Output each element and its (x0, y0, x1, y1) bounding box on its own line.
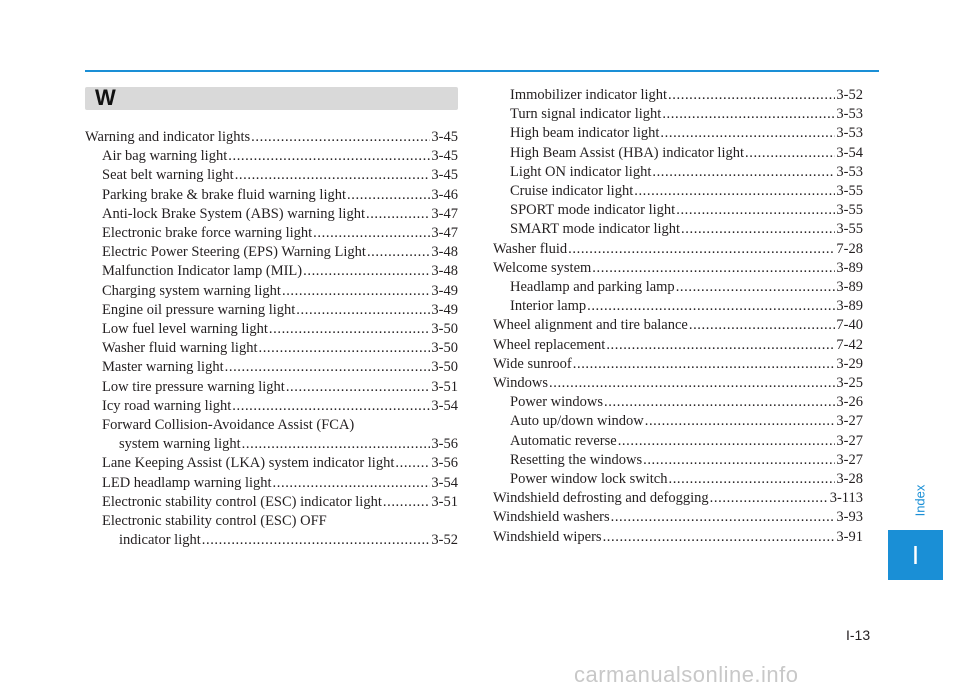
index-entry-text: Washer fluid (493, 240, 568, 257)
dot-leader (282, 282, 430, 301)
index-entry (85, 358, 458, 377)
index-entry-page: 3-46 (431, 186, 458, 203)
dot-leader (258, 339, 430, 358)
index-entry (493, 105, 863, 124)
index-entry (85, 397, 458, 416)
index-entry-text: Interior lamp (510, 298, 587, 315)
index-entry (493, 182, 863, 201)
dot-leader (549, 374, 835, 393)
index-column-left (85, 128, 458, 550)
index-entry-text: Power window lock switch (510, 471, 668, 488)
dot-leader (347, 186, 430, 205)
index-entry (85, 339, 458, 358)
index-entry (85, 301, 458, 320)
index-entry-page: 3-48 (431, 244, 458, 261)
top-rule (85, 70, 879, 72)
index-entry (493, 201, 863, 220)
index-entry (493, 316, 863, 335)
index-entry (85, 320, 458, 339)
dot-leader (618, 432, 836, 451)
index-entry-page: 3-25 (836, 375, 863, 392)
index-entry-text: Welcome system (493, 259, 592, 276)
index-entry (85, 435, 458, 454)
index-entry-page: 3-55 (836, 221, 863, 238)
index-entry-page: 3-54 (836, 144, 863, 161)
index-entry-text: Windshield washers (493, 509, 610, 526)
dot-leader (251, 128, 430, 147)
index-entry-page: 3-27 (836, 451, 863, 468)
dot-leader (710, 489, 829, 508)
index-entry-text: Low fuel level warning light (102, 321, 268, 338)
index-entry (85, 224, 458, 243)
section-letter: W (95, 85, 116, 110)
dot-leader (611, 508, 836, 527)
index-entry-text: Low tire pressure warning light (102, 378, 285, 395)
page-number: I-13 (846, 627, 871, 643)
index-entry-page: 3-89 (836, 259, 863, 276)
index-entry (85, 128, 458, 147)
dot-leader (286, 378, 431, 397)
index-entry-page: 3-52 (431, 532, 458, 549)
index-entry-page: 3-50 (431, 359, 458, 376)
dot-leader (606, 336, 835, 355)
index-entry-page: 3-113 (829, 490, 863, 507)
index-entry (493, 259, 863, 278)
index-entry-page: 3-29 (836, 355, 863, 372)
index-entry (493, 144, 863, 163)
dot-leader (568, 240, 835, 259)
index-entry (493, 86, 863, 105)
index-entry (85, 205, 458, 224)
index-entry-page: 7-40 (836, 317, 863, 334)
index-entry (85, 147, 458, 166)
index-entry (85, 186, 458, 205)
index-entry-page: 3-51 (431, 493, 458, 510)
index-entry-text: Air bag warning light (102, 148, 228, 165)
index-entry (85, 378, 458, 397)
index-entry-page: 3-53 (836, 163, 863, 180)
index-entry-text: Windows (493, 375, 548, 392)
dot-leader (645, 412, 836, 431)
index-entry (493, 124, 863, 143)
index-entry-text: Seat belt warning light (102, 167, 234, 184)
index-entry-text: Wheel replacement (493, 336, 606, 353)
index-entry-page: 3-51 (431, 378, 458, 395)
index-entry-text: LED headlamp warning light (102, 474, 272, 491)
index-entry-page: 3-53 (836, 106, 863, 123)
index-entry-text: Engine oil pressure warning light (102, 301, 296, 318)
index-entry-text: Electronic stability control (ESC) OFF (102, 513, 327, 530)
index-entry-text: Resetting the windows (510, 451, 643, 468)
index-entry-page: 7-42 (836, 336, 863, 353)
dot-leader (689, 316, 836, 335)
dot-leader (603, 528, 836, 547)
index-entry-text: Forward Collision-Avoidance Assist (FCA) (102, 417, 355, 434)
index-entry-text: High Beam Assist (HBA) indicator light (510, 144, 744, 161)
index-entry-text: Electronic brake force warning light (102, 225, 313, 242)
index-entry-page: 3-49 (431, 282, 458, 299)
index-entry (85, 282, 458, 301)
dot-leader (225, 358, 431, 377)
dot-leader (383, 493, 431, 512)
index-entry (85, 512, 458, 531)
dot-leader (303, 262, 430, 281)
dot-leader (573, 355, 836, 374)
index-entry-page: 3-47 (431, 225, 458, 242)
index-entry-text: Auto up/down window (510, 413, 644, 430)
index-entry-text: Parking brake & brake fluid warning light (102, 186, 347, 203)
index-entry-page: 3-55 (836, 202, 863, 219)
index-entry-page: 3-53 (836, 125, 863, 142)
index-entry-text: Lane Keeping Assist (LKA) system indicator light (102, 455, 395, 472)
dot-leader (242, 435, 431, 454)
index-entry (85, 454, 458, 473)
index-entry-text: SMART mode indicator light (510, 221, 681, 238)
index-entry-text: Master warning light (102, 359, 224, 376)
index-entry (493, 393, 863, 412)
index-entry-page: 3-91 (836, 528, 863, 545)
index-entry (85, 474, 458, 493)
index-entry (85, 531, 458, 550)
index-entry-text: SPORT mode indicator light (510, 202, 676, 219)
dot-leader (652, 163, 835, 182)
index-entry-page: 3-26 (836, 394, 863, 411)
dot-leader (604, 393, 835, 412)
index-entry-text: Headlamp and parking lamp (510, 279, 675, 296)
index-entry (493, 220, 863, 239)
index-entry (493, 336, 863, 355)
index-entry-page: 3-50 (431, 321, 458, 338)
dot-leader (676, 278, 836, 297)
index-entry-page: 3-52 (836, 87, 863, 103)
index-entry-page: 3-89 (836, 279, 863, 296)
dot-leader (634, 182, 835, 201)
dot-leader (366, 205, 430, 224)
index-entry (85, 243, 458, 262)
dot-leader (745, 144, 835, 163)
dot-leader (228, 147, 430, 166)
index-entry-page: 3-50 (431, 340, 458, 357)
index-entry-page: 3-89 (836, 298, 863, 315)
index-entry-text: Immobilizer indicator light (510, 87, 668, 103)
index-entry-text: Anti-lock Brake System (ABS) warning light (102, 205, 365, 222)
index-entry-page: 3-56 (431, 455, 458, 472)
index-entry-page: 3-54 (431, 474, 458, 491)
index-entry-page: 7-28 (836, 240, 863, 257)
index-entry (493, 278, 863, 297)
dot-leader (660, 124, 835, 143)
dot-leader (273, 474, 431, 493)
index-entry-text: Automatic reverse (510, 432, 617, 449)
watermark: carmanualsonline.info (574, 662, 799, 687)
index-entry (493, 240, 863, 259)
index-entry-page: 3-28 (836, 471, 863, 488)
index-entry (85, 493, 458, 512)
index-entry-text: High beam indicator light (510, 125, 660, 142)
index-entry-page: 3-47 (431, 205, 458, 222)
dot-leader (592, 259, 835, 278)
dot-leader (269, 320, 431, 339)
index-entry (493, 355, 863, 374)
index-entry-page: 3-56 (431, 436, 458, 453)
dot-leader (232, 397, 430, 416)
dot-leader (313, 224, 430, 243)
index-entry-text: Light ON indicator light (510, 163, 652, 180)
index-entry (493, 470, 863, 489)
index-entry-text: Electronic stability control (ESC) indicator light (102, 493, 382, 510)
index-entry-text: Warning and indicator lights (85, 129, 251, 145)
side-index-label (900, 470, 940, 530)
index-entry (493, 432, 863, 451)
index-entry-text: indicator light (119, 532, 201, 549)
dot-leader (676, 201, 835, 220)
dot-leader (662, 105, 835, 124)
index-entry-page: 3-27 (836, 413, 863, 430)
index-entry-text: Power windows (510, 394, 604, 411)
side-index-label-text: Index (912, 484, 928, 516)
dot-leader (395, 454, 430, 473)
index-entry-page: 3-45 (431, 148, 458, 165)
index-entry (493, 508, 863, 527)
index-entry-text: Cruise indicator light (510, 183, 634, 200)
dot-leader (235, 166, 431, 185)
index-entry-page: 3-54 (431, 397, 458, 414)
index-entry (493, 297, 863, 316)
index-entry-page: 3-48 (431, 263, 458, 280)
index-entry (85, 416, 458, 435)
side-index-tab-letter: I (911, 539, 920, 570)
index-entry (85, 166, 458, 185)
index-entry-text: Icy road warning light (102, 397, 232, 414)
index-entry-text: Windshield defrosting and defogging (493, 490, 709, 507)
section-header-bar (85, 87, 458, 110)
dot-leader (202, 531, 431, 550)
index-entry (493, 163, 863, 182)
index-entry-text: Malfunction Indicator lamp (MIL) (102, 263, 303, 280)
index-entry (493, 412, 863, 431)
index-entry-text: Washer fluid warning light (102, 340, 258, 357)
dot-leader (668, 470, 835, 489)
dot-leader (587, 297, 835, 316)
index-entry-text: Wide sunroof (493, 355, 572, 372)
dot-leader (668, 86, 835, 105)
index-entry-page: 3-45 (431, 167, 458, 184)
index-entry-page: 3-55 (836, 183, 863, 200)
index-entry-page: 3-27 (836, 432, 863, 449)
index-entry (493, 489, 863, 508)
index-entry-page: 3-93 (836, 509, 863, 526)
index-entry-text: Electric Power Steering (EPS) Warning Light (102, 244, 366, 261)
dot-leader (296, 301, 430, 320)
dot-leader (367, 243, 430, 262)
index-entry-text: Windshield wipers (493, 528, 602, 545)
index-entry-page: 3-45 (431, 129, 458, 145)
index-entry-text: Wheel alignment and tire balance (493, 317, 688, 334)
index-entry (85, 262, 458, 281)
index-entry-text: Charging system warning light (102, 282, 281, 299)
index-entry (493, 451, 863, 470)
dot-leader (681, 220, 835, 239)
index-column-right (493, 86, 863, 547)
index-entry-text: system warning light (119, 436, 241, 453)
dot-leader (643, 451, 835, 470)
index-entry (493, 374, 863, 393)
side-index-tab (888, 530, 943, 580)
index-entry-text: Turn signal indicator light (510, 106, 662, 123)
index-entry (493, 528, 863, 547)
index-entry-page: 3-49 (431, 301, 458, 318)
